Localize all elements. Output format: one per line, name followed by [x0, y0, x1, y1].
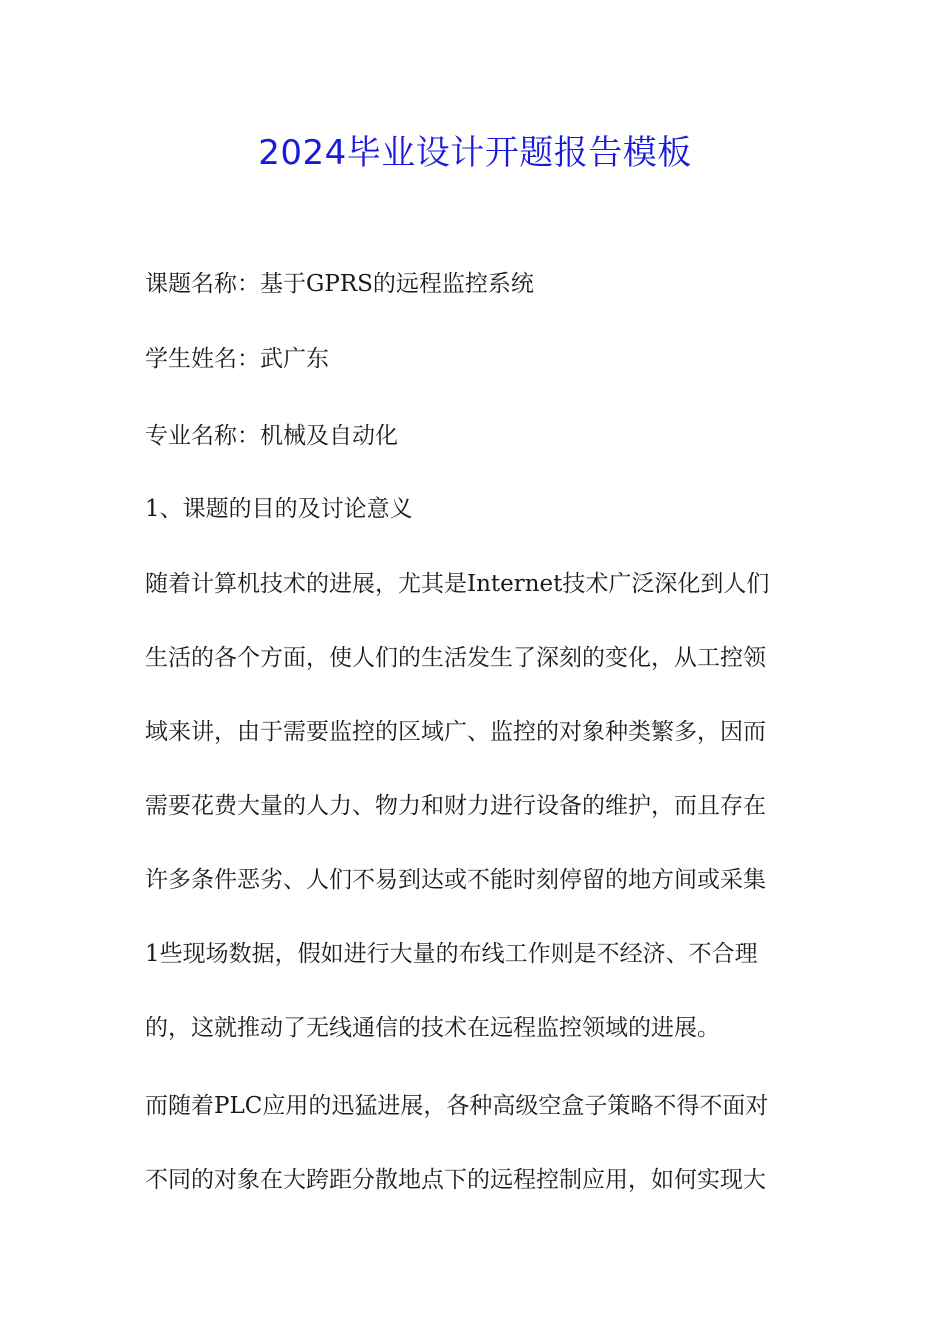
paragraph-line: 需要花费大量的人力、物力和财力进行设备的维护，而且存在 [145, 793, 766, 819]
paragraph-line: 不同的对象在大跨距分散地点下的远程控制应用，如何实现大 [145, 1167, 766, 1193]
paragraph-line: 1些现场数据，假如进行大量的布线工作则是不经济、不合理 [145, 941, 758, 967]
paragraph-line: 的，这就推动了无线通信的技术在远程监控领域的进展。 [145, 1015, 720, 1041]
student-name-line: 学生姓名：武广东 [145, 346, 329, 372]
paragraph-line: 随着计算机技术的进展，尤其是Internet技术广泛深化到人们 [145, 571, 770, 597]
paragraph-line: 生活的各个方面，使人们的生活发生了深刻的变化，从工控领 [145, 645, 766, 671]
paragraph-line: 域来讲，由于需要监控的区域广、监控的对象种类繁多，因而 [145, 719, 766, 745]
paragraph-line: 而随着PLC应用的迅猛进展，各种高级空盒子策略不得不面对 [145, 1093, 769, 1119]
section-heading: 1、课题的目的及讨论意义 [145, 496, 413, 522]
major-name-line: 专业名称：机械及自动化 [145, 423, 398, 449]
document-title: 2024毕业设计开题报告模板 [258, 133, 692, 173]
paragraph-line: 许多条件恶劣、人们不易到达或不能时刻停留的地方间或采集 [145, 867, 766, 893]
topic-name-line: 课题名称：基于GPRS的远程监控系统 [145, 271, 534, 297]
